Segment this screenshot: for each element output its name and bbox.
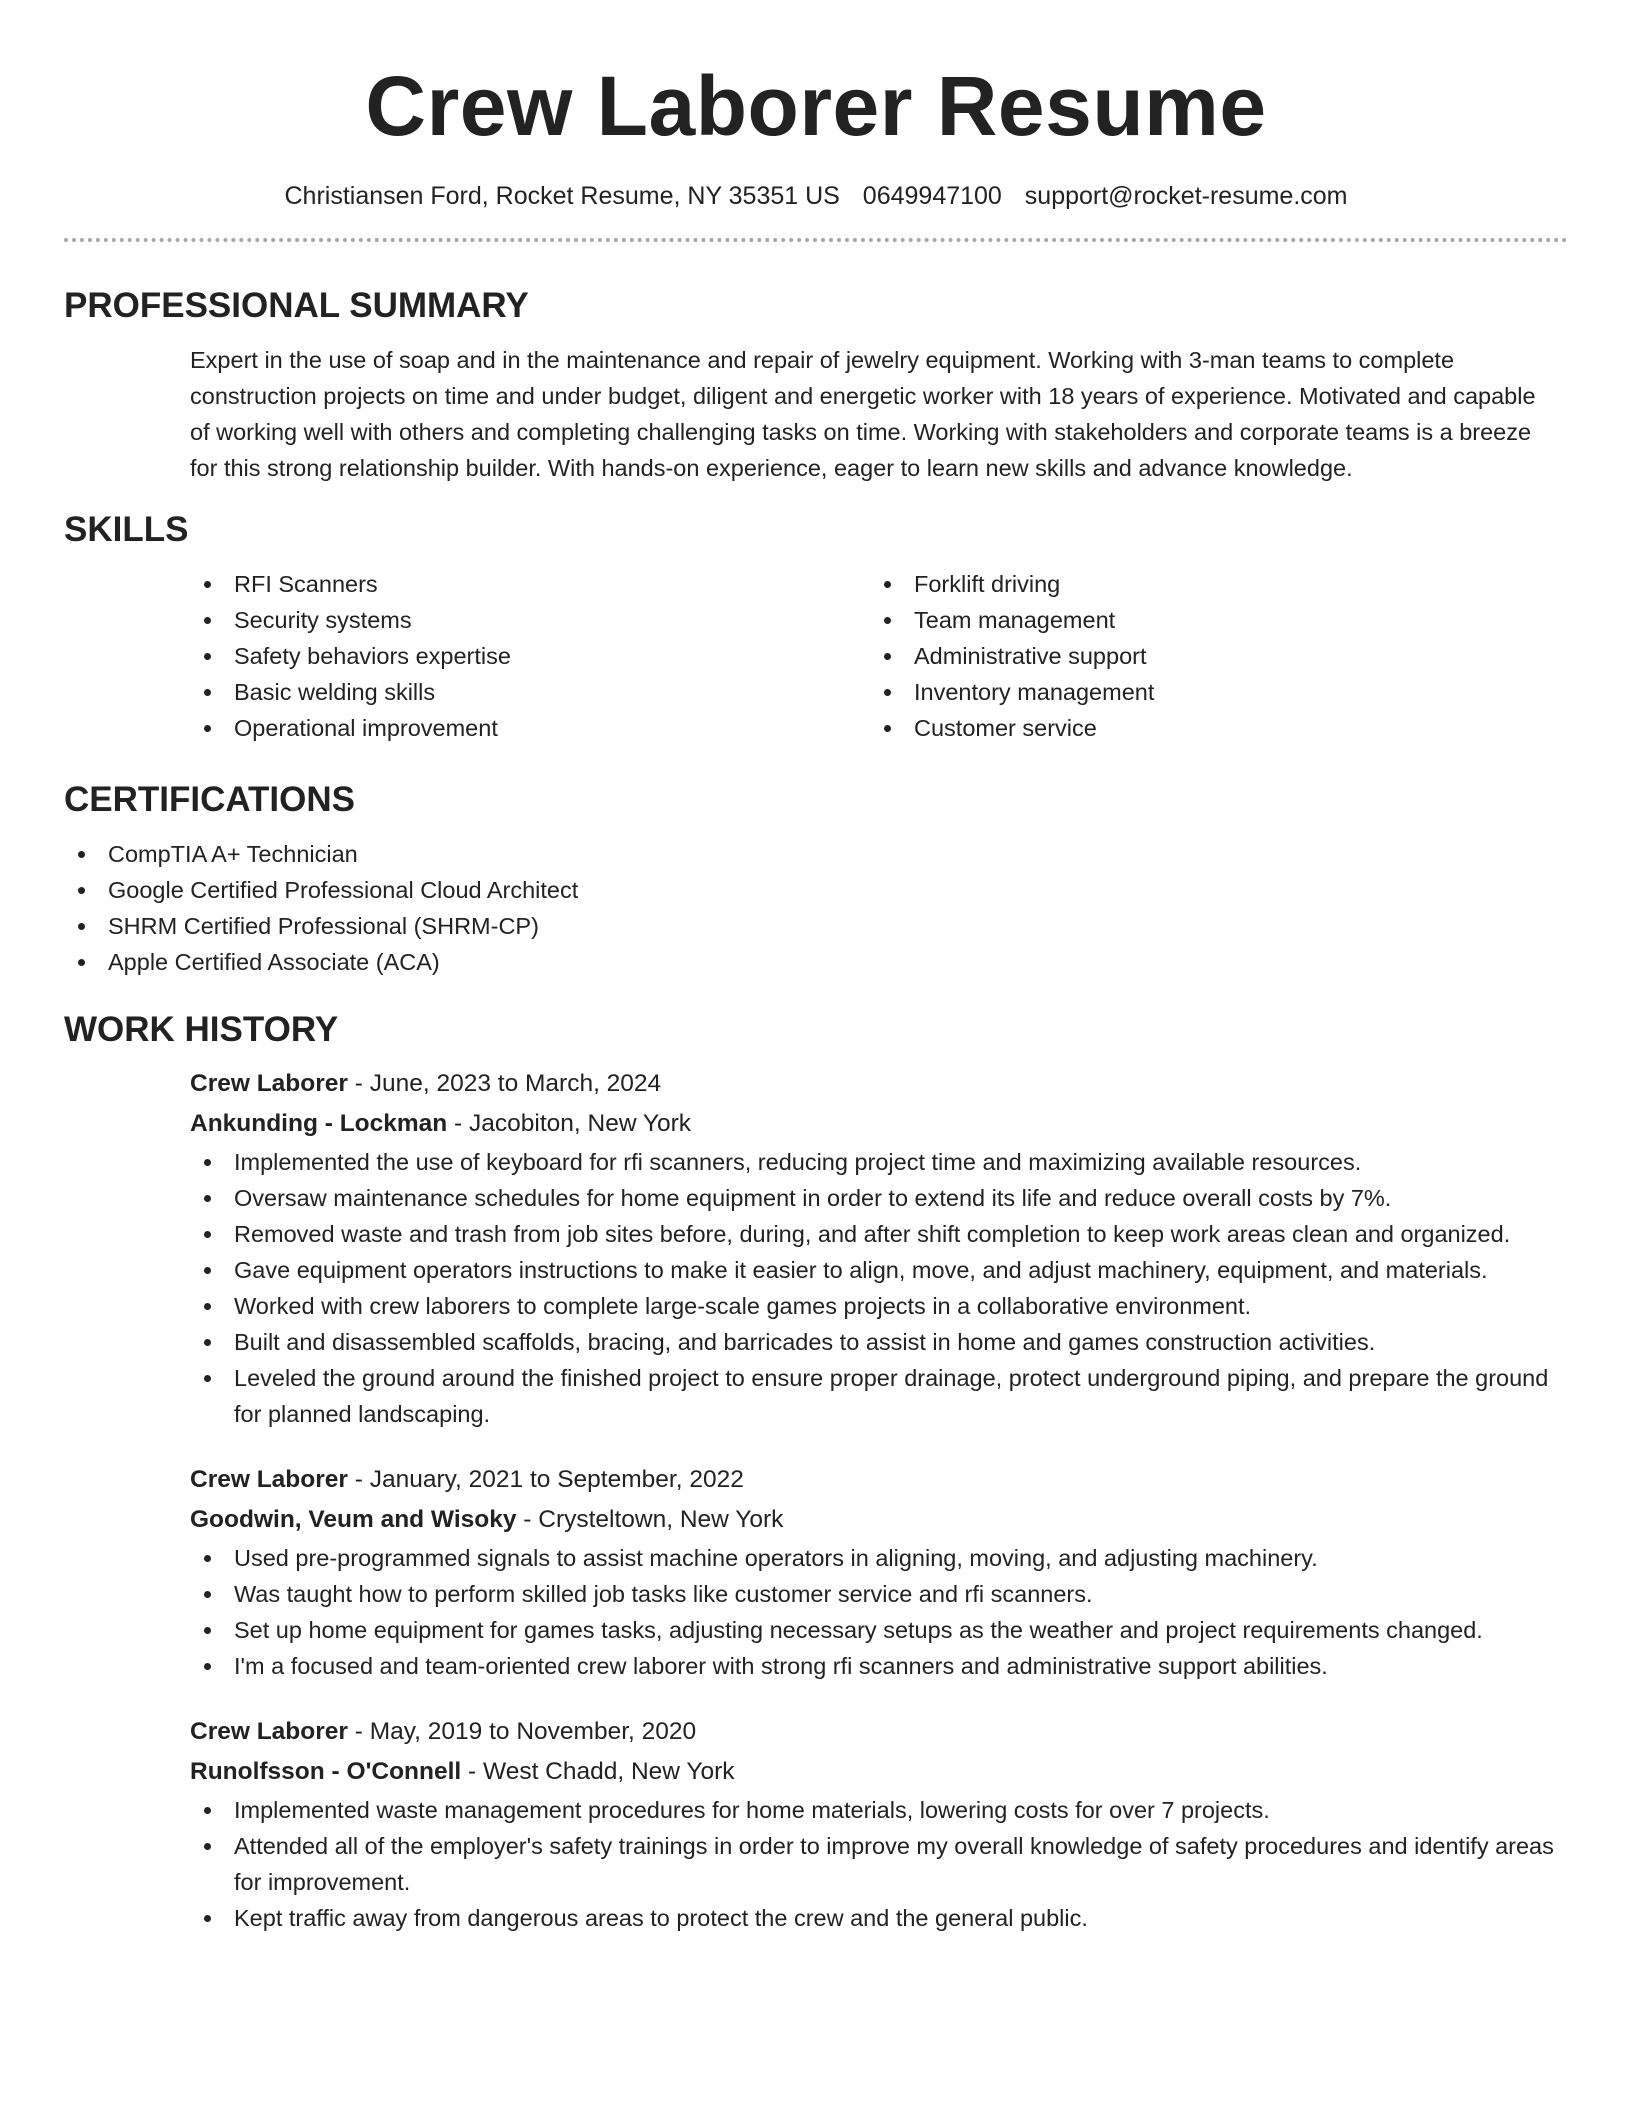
certifications-list [64, 836, 1568, 980]
job-company: Ankunding - Lockman [190, 1110, 448, 1137]
skill-item: Basic welding skills [190, 674, 870, 710]
job-location: - Jacobiton, New York [447, 1110, 692, 1137]
contact-line [64, 180, 1568, 212]
summary-heading: PROFESSIONAL SUMMARY [64, 286, 529, 325]
job-duty: Kept traffic away from dangerous areas to protect the crew and the general public. [190, 1900, 1568, 1936]
job-location: - West Chadd, New York [461, 1758, 735, 1785]
job-title-line [190, 1064, 1568, 1104]
header-divider [64, 238, 1568, 242]
skill-item: Customer service [870, 710, 1550, 746]
certification-item: SHRM Certified Professional (SHRM-CP) [64, 908, 1568, 944]
skill-item: Operational improvement [190, 710, 870, 746]
job-duty: Used pre-programmed signals to assist machine operators in aligning, moving, and adjusting machinery. [190, 1540, 1568, 1576]
job-duty: Implemented the use of keyboard for rfi scanners, reducing project time and maximizing available resources. [190, 1144, 1568, 1180]
job-duties-list [190, 1792, 1568, 1936]
summary-section [64, 284, 1568, 486]
job-duty: I'm a focused and team-oriented crew laborer with strong rfi scanners and administrative support abilities. [190, 1648, 1568, 1684]
job-duties-list [190, 1144, 1568, 1432]
job-duty: Oversaw maintenance schedules for home equipment in order to extend its life and reduce overall costs by 7%. [190, 1180, 1568, 1216]
contact-address: Christiansen Ford, Rocket Resume, NY 35351 US [284, 182, 840, 210]
skills-section [64, 508, 1568, 746]
job-company-line [190, 1500, 1568, 1540]
job-title-line [190, 1712, 1568, 1752]
job-company: Goodwin, Veum and Wisoky [190, 1506, 517, 1533]
job-duty: Implemented waste management procedures for home materials, lowering costs for over 7 projects. [190, 1792, 1568, 1828]
job-entry [64, 1064, 1568, 1432]
contact-phone: 0649947100 [862, 182, 1002, 210]
contact-email: support@rocket-resume.com [1024, 182, 1348, 210]
job-duty: Built and disassembled scaffolds, bracing, and barricades to assist in home and games construction activities. [190, 1324, 1568, 1360]
skill-item: Security systems [190, 602, 870, 638]
job-company: Runolfsson - O'Connell [190, 1758, 462, 1785]
job-company-line [190, 1104, 1568, 1144]
job-duty: Worked with crew laborers to complete large-scale games projects in a collaborative environment. [190, 1288, 1568, 1324]
job-title-line [190, 1460, 1568, 1500]
work-history-section [64, 1008, 1568, 1936]
skills-list-left [190, 566, 870, 746]
job-entry [64, 1460, 1568, 1684]
certification-item: Apple Certified Associate (ACA) [64, 944, 1568, 980]
skill-item: Administrative support [870, 638, 1550, 674]
skill-item: Forklift driving [870, 566, 1550, 602]
certification-item: Google Certified Professional Cloud Architect [64, 872, 1568, 908]
skills-list-right [870, 566, 1550, 746]
job-title: Crew Laborer [190, 1070, 348, 1097]
job-duty: Attended all of the employer's safety trainings in order to improve my overall knowledge of safety procedures and identify areas for improvement. [190, 1828, 1568, 1900]
skills-columns [64, 566, 1568, 746]
job-dates: - May, 2019 to November, 2020 [347, 1718, 697, 1745]
job-duty: Leveled the ground around the finished project to ensure proper drainage, protect underground piping, and prepare the ground for planned landscaping. [190, 1360, 1568, 1432]
job-company-line [190, 1752, 1568, 1792]
skill-item: Inventory management [870, 674, 1550, 710]
skills-heading: SKILLS [64, 510, 189, 549]
work-history-heading: WORK HISTORY [64, 1010, 339, 1049]
resume-page [64, 0, 1568, 1936]
job-title: Crew Laborer [190, 1466, 348, 1493]
resume-title: Crew Laborer Resume [365, 59, 1267, 153]
job-entry [64, 1712, 1568, 1936]
summary-text: Expert in the use of soap and in the maintenance and repair of jewelry equipment. Working with 3-man teams to complete construction projects on time and under budget, diligent and energetic worker with 18 years of experience. Motivated and capable of working well with others and completing challenging tasks on time. Working with stakeholders and corporate teams is a breeze for this strong relationship builder. With hands-on experience, eager to learn new skills and advance knowledge. [190, 347, 1536, 481]
job-duty: Was taught how to perform skilled job tasks like customer service and rfi scanners. [190, 1576, 1568, 1612]
certification-item: CompTIA A+ Technician [64, 836, 1568, 872]
job-title: Crew Laborer [190, 1718, 348, 1745]
job-location: - Crysteltown, New York [516, 1506, 784, 1533]
job-dates: - January, 2021 to September, 2022 [347, 1466, 744, 1493]
job-duty: Removed waste and trash from job sites before, during, and after shift completion to keep work areas clean and organized. [190, 1216, 1568, 1252]
skill-item: Safety behaviors expertise [190, 638, 870, 674]
certifications-heading: CERTIFICATIONS [64, 780, 356, 819]
job-duty: Set up home equipment for games tasks, adjusting necessary setups as the weather and project requirements changed. [190, 1612, 1568, 1648]
skill-item: Team management [870, 602, 1550, 638]
job-duties-list [190, 1540, 1568, 1684]
skill-item: RFI Scanners [190, 566, 870, 602]
job-duty: Gave equipment operators instructions to make it easier to align, move, and adjust machinery, equipment, and materials. [190, 1252, 1568, 1288]
job-dates: - June, 2023 to March, 2024 [347, 1070, 662, 1097]
certifications-section [64, 778, 1568, 980]
